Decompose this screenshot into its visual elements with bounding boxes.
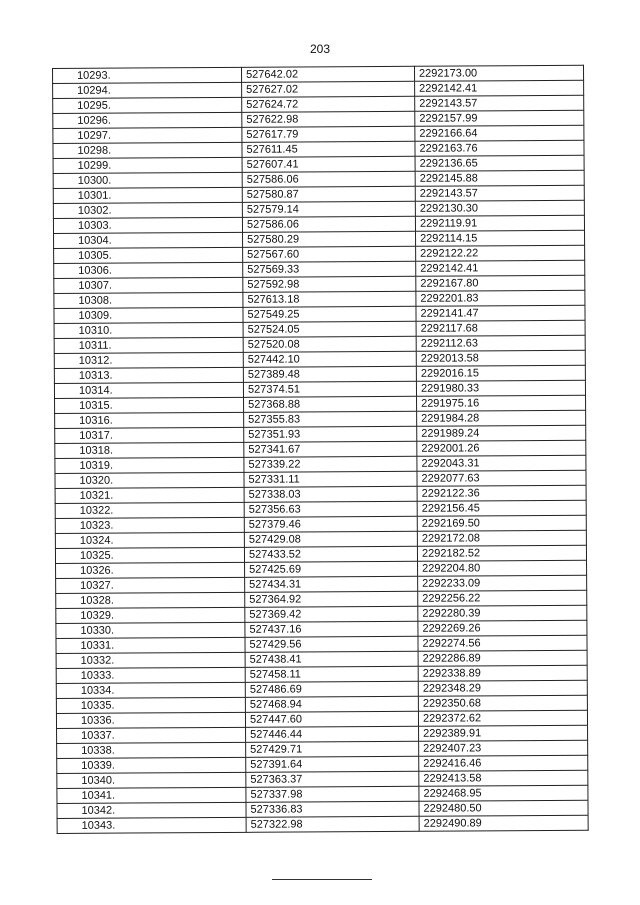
northing-cell: 2292145.88 xyxy=(415,170,584,186)
northing-cell: 2292274.56 xyxy=(418,635,587,651)
northing-cell: 2292142.41 xyxy=(416,260,585,276)
point-number-cell: 10339. xyxy=(57,757,246,773)
easting-cell: 527468.94 xyxy=(245,696,418,712)
point-number-cell: 10295. xyxy=(53,97,242,113)
easting-cell: 527442.10 xyxy=(243,351,416,367)
northing-cell: 2291984.28 xyxy=(417,410,586,426)
point-number-cell: 10324. xyxy=(55,532,244,548)
northing-cell: 2292130.30 xyxy=(415,200,584,216)
northing-cell: 2292163.76 xyxy=(415,140,584,156)
easting-cell: 527429.08 xyxy=(244,531,417,547)
easting-cell: 527613.18 xyxy=(243,291,416,307)
easting-cell: 527374.51 xyxy=(243,381,416,397)
northing-cell: 2292122.22 xyxy=(416,245,585,261)
easting-cell: 527434.31 xyxy=(245,576,418,592)
point-number-cell: 10294. xyxy=(53,82,242,98)
easting-cell: 527617.79 xyxy=(242,126,415,142)
point-number-cell: 10338. xyxy=(57,742,246,758)
easting-cell: 527524.05 xyxy=(243,321,416,337)
northing-cell: 2292167.80 xyxy=(416,275,585,291)
point-number-cell: 10313. xyxy=(54,367,243,383)
northing-cell: 2292077.63 xyxy=(417,470,586,486)
point-number-cell: 10334. xyxy=(56,682,245,698)
northing-cell: 2291989.24 xyxy=(417,425,586,441)
point-number-cell: 10323. xyxy=(55,517,244,533)
easting-cell: 527586.06 xyxy=(242,171,415,187)
easting-cell: 527486.69 xyxy=(245,681,418,697)
point-number-cell: 10318. xyxy=(55,442,244,458)
point-number-cell: 10303. xyxy=(53,217,242,233)
point-number-cell: 10337. xyxy=(57,727,246,743)
point-number-cell: 10342. xyxy=(57,802,246,818)
easting-cell: 527339.22 xyxy=(244,456,417,472)
northing-cell: 2292173.00 xyxy=(414,65,583,81)
point-number-cell: 10331. xyxy=(56,637,245,653)
point-number-cell: 10310. xyxy=(54,322,243,338)
northing-cell: 2292114.15 xyxy=(416,230,585,246)
page-number: 203 xyxy=(309,42,331,56)
northing-cell: 2292119.91 xyxy=(415,215,584,231)
point-number-cell: 10293. xyxy=(53,67,242,83)
point-number-cell: 10309. xyxy=(54,307,243,323)
northing-cell: 2292043.31 xyxy=(417,455,586,471)
easting-cell: 527356.63 xyxy=(244,501,417,517)
point-number-cell: 10304. xyxy=(54,232,243,248)
northing-cell: 2292280.39 xyxy=(418,605,587,621)
northing-cell: 2292416.46 xyxy=(419,755,588,771)
point-number-cell: 10296. xyxy=(53,112,242,128)
easting-cell: 527363.37 xyxy=(246,771,419,787)
northing-cell: 2292286.89 xyxy=(418,650,587,666)
easting-cell: 527622.98 xyxy=(242,111,415,127)
easting-cell: 527369.42 xyxy=(245,606,418,622)
easting-cell: 527433.52 xyxy=(244,546,417,562)
northing-cell: 2292407.23 xyxy=(419,740,588,756)
easting-cell: 527364.92 xyxy=(245,591,418,607)
easting-cell: 527331.11 xyxy=(244,471,417,487)
northing-cell: 2292480.50 xyxy=(419,800,588,816)
northing-cell: 2292166.64 xyxy=(415,125,584,141)
northing-cell: 2291980.33 xyxy=(416,380,585,396)
northing-cell: 2292490.89 xyxy=(419,815,588,831)
coordinate-table-container xyxy=(52,65,577,834)
point-number-cell: 10320. xyxy=(55,472,244,488)
point-number-cell: 10301. xyxy=(53,187,242,203)
northing-cell: 2292172.08 xyxy=(417,530,586,546)
northing-cell: 2292201.83 xyxy=(416,290,585,306)
point-number-cell: 10317. xyxy=(55,427,244,443)
northing-cell: 2292143.57 xyxy=(415,95,584,111)
northing-cell: 2292112.63 xyxy=(416,335,585,351)
point-number-cell: 10341. xyxy=(57,787,246,803)
point-number-cell: 10305. xyxy=(54,247,243,263)
point-number-cell: 10299. xyxy=(53,157,242,173)
northing-cell: 2292169.50 xyxy=(417,515,586,531)
point-number-cell: 10326. xyxy=(56,562,245,578)
point-number-cell: 10311. xyxy=(54,337,243,353)
easting-cell: 527520.08 xyxy=(243,336,416,352)
footer-rule xyxy=(272,879,372,880)
point-number-cell: 10316. xyxy=(55,412,244,428)
point-number-cell: 10307. xyxy=(54,277,243,293)
northing-cell: 2292468.95 xyxy=(419,785,588,801)
point-number-cell: 10308. xyxy=(54,292,243,308)
northing-cell: 2292136.65 xyxy=(415,155,584,171)
point-number-cell: 10321. xyxy=(55,487,244,503)
northing-cell: 2292122.36 xyxy=(417,485,586,501)
point-number-cell: 10343. xyxy=(57,817,246,833)
northing-cell: 2292156.45 xyxy=(417,500,586,516)
easting-cell: 527579.14 xyxy=(242,201,415,217)
easting-cell: 527586.06 xyxy=(242,216,415,232)
easting-cell: 527389.48 xyxy=(243,366,416,382)
point-number-cell: 10325. xyxy=(55,547,244,563)
coordinate-table xyxy=(52,65,589,834)
point-number-cell: 10322. xyxy=(55,502,244,518)
point-number-cell: 10328. xyxy=(56,592,245,608)
northing-cell: 2292117.68 xyxy=(416,320,585,336)
northing-cell: 2292350.68 xyxy=(418,695,587,711)
point-number-cell: 10330. xyxy=(56,622,245,638)
easting-cell: 527322.98 xyxy=(246,816,419,832)
point-number-cell: 10319. xyxy=(55,457,244,473)
easting-cell: 527368.88 xyxy=(244,396,417,412)
easting-cell: 527438.41 xyxy=(245,651,418,667)
northing-cell: 2292157.99 xyxy=(415,110,584,126)
point-number-cell: 10333. xyxy=(56,667,245,683)
northing-cell: 2292204.80 xyxy=(418,560,587,576)
easting-cell: 527447.60 xyxy=(245,711,418,727)
northing-cell: 2292141.47 xyxy=(416,305,585,321)
point-number-cell: 10306. xyxy=(54,262,243,278)
northing-cell: 2292256.22 xyxy=(418,590,587,606)
northing-cell: 2292269.26 xyxy=(418,620,587,636)
northing-cell: 2292348.29 xyxy=(418,680,587,696)
easting-cell: 527425.69 xyxy=(245,561,418,577)
easting-cell: 527429.56 xyxy=(245,636,418,652)
point-number-cell: 10302. xyxy=(53,202,242,218)
point-number-cell: 10329. xyxy=(56,607,245,623)
easting-cell: 527549.25 xyxy=(243,306,416,322)
easting-cell: 527337.98 xyxy=(246,786,419,802)
northing-cell: 2292001.26 xyxy=(417,440,586,456)
easting-cell: 527429.71 xyxy=(246,741,419,757)
easting-cell: 527569.33 xyxy=(243,261,416,277)
point-number-cell: 10312. xyxy=(54,352,243,368)
point-number-cell: 10340. xyxy=(57,772,246,788)
point-number-cell: 10327. xyxy=(56,577,245,593)
easting-cell: 527580.29 xyxy=(243,231,416,247)
point-number-cell: 10300. xyxy=(53,172,242,188)
point-number-cell: 10336. xyxy=(56,712,245,728)
northing-cell: 2292013.58 xyxy=(416,350,585,366)
easting-cell: 527624.72 xyxy=(242,96,415,112)
easting-cell: 527351.93 xyxy=(244,426,417,442)
easting-cell: 527338.03 xyxy=(244,486,417,502)
coordinate-table-body xyxy=(53,65,589,833)
easting-cell: 527391.64 xyxy=(246,756,419,772)
easting-cell: 527611.45 xyxy=(242,141,415,157)
table-row xyxy=(57,815,588,833)
easting-cell: 527580.87 xyxy=(242,186,415,202)
point-number-cell: 10297. xyxy=(53,127,242,143)
northing-cell: 2292142.41 xyxy=(415,80,584,96)
easting-cell: 527379.46 xyxy=(244,516,417,532)
northing-cell: 2292338.89 xyxy=(418,665,587,681)
easting-cell: 527336.83 xyxy=(246,801,419,817)
northing-cell: 2292182.52 xyxy=(417,545,586,561)
northing-cell: 2292233.09 xyxy=(418,575,587,591)
easting-cell: 527446.44 xyxy=(246,726,419,742)
northing-cell: 2292016.15 xyxy=(416,365,585,381)
northing-cell: 2292143.57 xyxy=(415,185,584,201)
easting-cell: 527458.11 xyxy=(245,666,418,682)
point-number-cell: 10314. xyxy=(54,382,243,398)
northing-cell: 2291975.16 xyxy=(417,395,586,411)
point-number-cell: 10332. xyxy=(56,652,245,668)
easting-cell: 527607.41 xyxy=(242,156,415,172)
easting-cell: 527567.60 xyxy=(243,246,416,262)
easting-cell: 527592.98 xyxy=(243,276,416,292)
northing-cell: 2292372.62 xyxy=(418,710,587,726)
easting-cell: 527437.16 xyxy=(245,621,418,637)
easting-cell: 527341.67 xyxy=(244,441,417,457)
easting-cell: 527355.83 xyxy=(244,411,417,427)
northing-cell: 2292389.91 xyxy=(419,725,588,741)
easting-cell: 527642.02 xyxy=(241,66,414,82)
northing-cell: 2292413.58 xyxy=(419,770,588,786)
point-number-cell: 10298. xyxy=(53,142,242,158)
point-number-cell: 10315. xyxy=(55,397,244,413)
point-number-cell: 10335. xyxy=(56,697,245,713)
easting-cell: 527627.02 xyxy=(242,81,415,97)
